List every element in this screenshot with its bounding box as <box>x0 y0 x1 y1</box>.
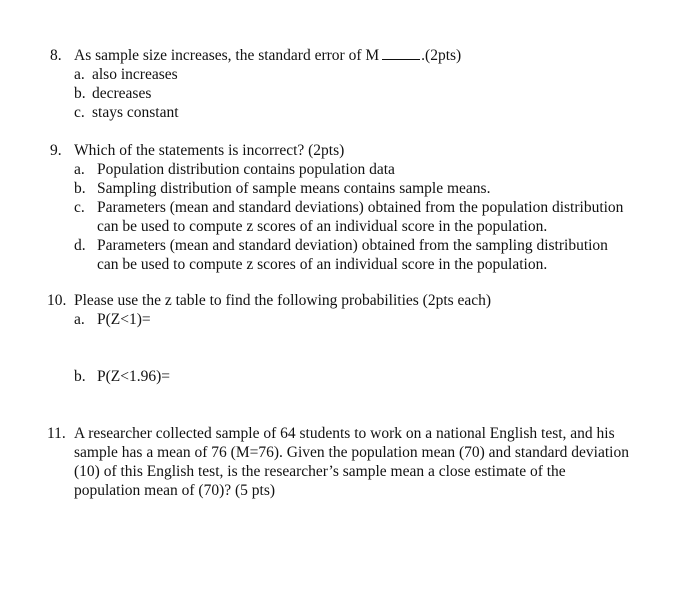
option-letter: c. <box>74 104 85 121</box>
option-text-line-2: can be used to compute z scores of an individual score in the population. <box>97 256 548 273</box>
answer-blank <box>382 47 420 60</box>
option-text-line-2: can be used to compute z scores of an individual score in the population. <box>97 218 548 235</box>
option-text: stays constant <box>92 104 179 121</box>
question-text-line: (10) of this English test, is the researcher’s sample mean a close estimate of the <box>74 463 566 480</box>
option-text: decreases <box>92 85 152 102</box>
option-c <box>0 198 700 217</box>
question-text-part: As sample size increases, the standard error of M <box>74 47 380 64</box>
question-10-part-b <box>0 367 700 386</box>
option-d <box>0 236 700 255</box>
question-9 <box>0 141 700 274</box>
question-text-line: sample has a mean of 76 (M=76). Given the population mean (70) and standard deviation <box>74 444 629 461</box>
option-letter: a. <box>74 311 85 328</box>
option-letter: a. <box>74 161 85 178</box>
option-text: P(Z<1)= <box>97 311 151 328</box>
question-11-line-1 <box>0 424 700 443</box>
question-number: 10. <box>47 292 67 309</box>
option-text: Sampling distribution of sample means contains sample means. <box>97 180 491 197</box>
option-letter: a. <box>74 66 85 83</box>
option-letter: b. <box>74 85 86 102</box>
option-c <box>0 103 700 122</box>
option-a <box>0 310 700 329</box>
question-text <box>74 46 461 65</box>
question-number: 9. <box>50 142 62 159</box>
question-number: 8. <box>50 47 62 64</box>
question-11-line-4 <box>0 481 700 500</box>
question-8 <box>0 46 700 122</box>
option-a <box>0 160 700 179</box>
question-number: 11. <box>47 425 66 442</box>
question-9-stem <box>0 141 700 160</box>
option-text-line-1: Parameters (mean and standard deviations) obtained from the population distribution <box>97 199 624 216</box>
option-b <box>0 179 700 198</box>
question-text: Which of the statements is incorrect? (2pts) <box>74 142 345 159</box>
option-text: Population distribution contains population data <box>97 161 395 178</box>
option-text: also increases <box>92 66 178 83</box>
question-text-line: A researcher collected sample of 64 students to work on a national English test, and his <box>74 425 615 442</box>
question-11 <box>0 424 700 500</box>
option-letter: d. <box>74 237 86 254</box>
question-8-stem <box>0 46 700 65</box>
question-10-stem <box>0 291 700 310</box>
option-text-line-1: Parameters (mean and standard deviation) obtained from the sampling distribution <box>97 237 608 254</box>
question-text-line: population mean of (70)? (5 pts) <box>74 482 276 499</box>
option-d-continued <box>0 255 700 274</box>
option-b <box>0 84 700 103</box>
option-letter: b. <box>74 368 86 385</box>
question-points: .(2pts) <box>421 47 462 64</box>
question-11-line-2 <box>0 443 700 462</box>
option-a <box>0 65 700 84</box>
option-text: P(Z<1.96)= <box>97 368 171 385</box>
question-11-line-3 <box>0 462 700 481</box>
option-letter: c. <box>74 199 85 216</box>
option-letter: b. <box>74 180 86 197</box>
question-text: Please use the z table to find the following probabilities (2pts each) <box>74 292 492 309</box>
option-c-continued <box>0 217 700 236</box>
question-10 <box>0 291 700 329</box>
option-b <box>0 367 700 386</box>
